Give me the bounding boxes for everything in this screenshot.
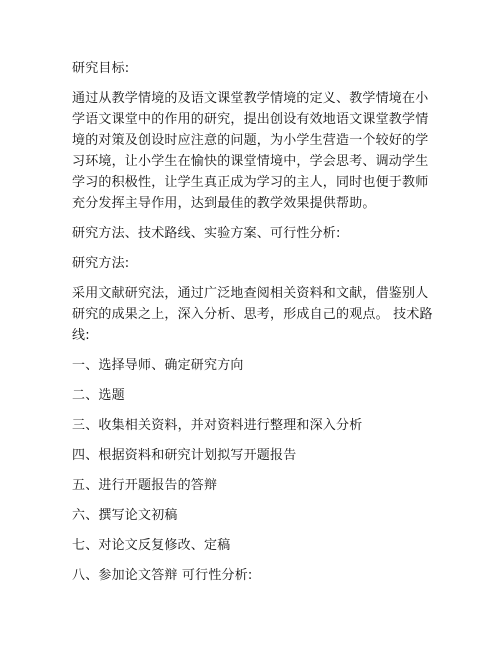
methods-paragraph: 采用文献研究法，通过广泛地查阅相关资料和文献，借鉴别人研究的成果之上，深入分析、思考，形成自己的观点。 技术路线: xyxy=(72,286,433,343)
step-item-5: 五、进行开题报告的答辩 xyxy=(72,478,218,493)
objective-paragraph: 通过从教学情境的及语文课堂教学情境的定义、教学情境在小学语文课堂中的作用的研究，提出创设有效地语文课堂教学情境的对策及创设时应注意的问题，为小学生营造一个较好的学习环境，让小学生在愉快的课堂情境中，学会思考、调动学生学习的积极性，让学生真正成为学习的主人，同时也便于教师充分发挥主导作用，达到最佳的教学效果提供帮助。 xyxy=(72,91,429,211)
step-item-2: 二、选题 xyxy=(72,388,125,403)
step-item-7: 七、对论文反复修改、定稿 xyxy=(72,538,231,553)
methods-heading: 研究方法: xyxy=(72,256,130,271)
step-item-6: 六、撰写论文初稿 xyxy=(72,508,178,523)
methods-overview-heading: 研究方法、技术路线、实验方案、可行性分析: xyxy=(72,226,341,241)
step-item-1: 一、选择导师、确定研究方向 xyxy=(72,358,244,373)
document-page xyxy=(72,58,438,595)
step-item-3: 三、收集相关资料，并对资料进行整理和深入分析 xyxy=(72,418,363,433)
step-item-4: 四、根据资料和研究计划拟写开题报告 xyxy=(72,448,297,463)
step-item-8: 八、参加论文答辩 可行性分析: xyxy=(72,568,253,583)
objective-heading: 研究目标: xyxy=(72,61,130,76)
